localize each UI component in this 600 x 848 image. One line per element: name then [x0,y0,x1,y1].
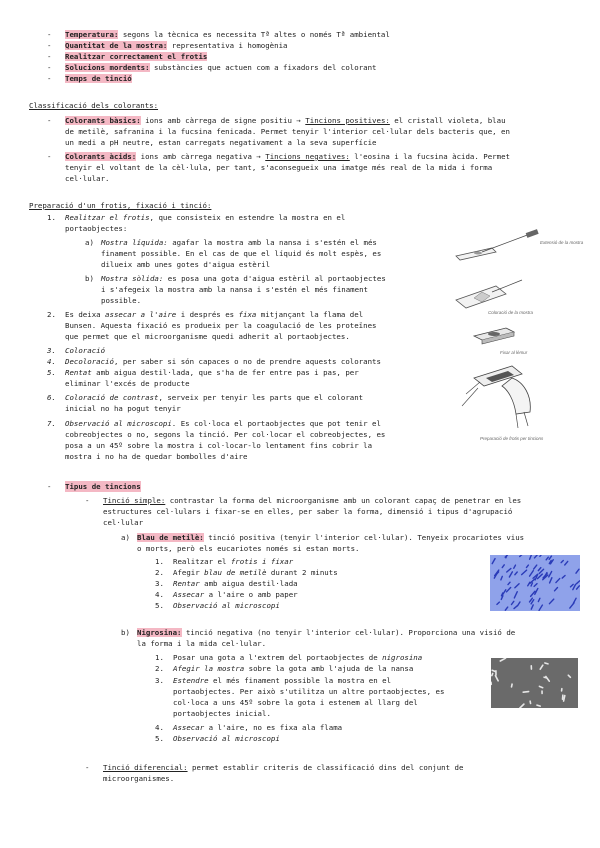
methylene-blue-micrograph [490,555,580,611]
bullet-dash: - [85,763,90,772]
unstained-cell [511,684,512,687]
paragraph-line: Mostra líquida: agafar la mostra amb la nansa i s'estén el més [101,238,377,247]
list-letter: a) [85,238,94,247]
list-item: Afegir la mostra sobre la gota amb l'ajuda de la nansa [173,664,414,673]
list-item: Rentar amb aigua destil·lada [173,579,298,588]
paragraph-line: Es deixa assecar a l'aire i després es fixa mitjançant la flama del [65,310,364,319]
bullet-dash: - [47,41,52,50]
bullet-dash: - [47,30,52,39]
paragraph-line: possible. [101,296,142,305]
list-item: Observació al microscopi [173,601,280,610]
figure-caption: Extensió de la mostra [540,240,584,245]
list-number: 4. [155,723,164,732]
paragraph-line: Blau de metilè: tinció positiva (tenyir l'interior cel·lular). Tenyeix procariotes vius [137,533,525,542]
slide-flame-figure [474,328,514,344]
list-item: Realitzar el frotis i fixar [173,557,294,566]
figure-caption: Fixar al lèmur [500,350,528,355]
list-item: Posar una gota a l'extrem del portaobjectes de nigrosina [173,653,423,662]
list-item: Realitzar correctament el frotis [65,52,208,61]
list-number: 2. [155,664,164,673]
paragraph-line: estructures cel·lulars i fixar-se en elles, per saber la forma, dimensió i tipus d'agrupació [103,507,513,516]
slide-with-loop-figure [456,229,539,260]
paragraph-line: Observació al microscopi. Es col·loca el portaobjectes que pot tenir el [65,419,381,428]
paragraph-line: un medi a pH neutre, estan carregats negativament a la seva superfície [65,138,377,147]
paragraph-line: Bunsen. Aquesta fixació es produeix per la coagulació de les proteïnes [65,321,377,330]
list-number: 1. [155,653,164,662]
figure-caption: Coloració de la mostra [488,310,534,315]
unstained-cell [523,692,528,693]
list-item: Assecar a l'aire o amb paper [173,590,298,599]
section-heading: Preparació d'un frotis, fixació i tinció: [29,201,212,210]
list-letter: b) [85,274,94,283]
section-heading: Tipus de tincions [65,482,141,491]
list-item: Quantitat de la mostra: representativa i homogènia [65,41,288,50]
bullet-dash: - [47,482,52,491]
hand-slide-figure [462,366,530,428]
paragraph-line: Tinció diferencial: permet establir criteris de classificació dins del conjunt de [103,763,464,772]
paragraph-line: Decoloració, per saber si són capaces o no de prendre aquests colorants [65,357,381,366]
list-number: 4. [155,590,164,599]
list-item: Solucions mordents: substàncies que actuen com a fixadors del colorant [65,63,377,72]
list-number: 2. [47,310,56,319]
paragraph-line: portaobjectes: [65,224,128,233]
list-number: 4. [47,357,56,366]
bullet-dash: - [47,63,52,72]
paragraph-line: de metilè, safranina i la fucsina fenicada. Permet tenyir l'interior cel·lular dels bacteris que, en [65,127,510,136]
list-number: 5. [47,368,56,377]
list-number: 2. [155,568,164,577]
paragraph-line: Realitzar el frotis, que consisteix en estendre la mostra en el [65,213,346,222]
list-number: 1. [155,557,164,566]
paragraph-line: microorganismes. [103,774,175,783]
paragraph-line: dilueix amb unes gotes d'aigua estèril [101,260,271,269]
paragraph-line: tenyir el voltant de la cèl·lula, per tant, s'aconsegueix una imatge més real de la mida i forma [65,163,493,172]
bullet-dash: - [47,116,52,125]
list-number: 1. [47,213,56,222]
list-letter: a) [121,533,130,542]
paragraph-line: o morts, però els eucariotes només si estan morts. [137,544,360,553]
list-item: Assecar a l'aire, no es fixa ala flama [173,723,343,732]
paragraph-line: portaobjectes inicial. [173,709,271,718]
unstained-cell [492,673,493,675]
list-number: 7. [47,419,56,428]
paragraph-line: que permet que el microorganisme quedi adherit al portaobjectes. [65,332,350,341]
list-item: Observació al microscopi [173,734,280,743]
list-number: 3. [155,676,164,685]
paragraph-line: col·loca a uns 45º sobre la gota i estenem al llarg del [173,698,418,707]
paragraph-line: posa a un 45º sobre la mostra i col·locar-lo lentament fins cobrir la [65,441,373,450]
bullet-dash: - [47,52,52,61]
list-number: 5. [155,601,164,610]
paragraph-line: eliminar l'excés de producte [65,379,190,388]
list-item: Estendre el més finament possible la mostra en el [173,676,392,685]
unstained-cell [545,663,548,664]
paragraph-line: cobreobjectes o no, segons la tinció. Per col·locar el cobreobjectes, es [65,430,386,439]
paragraph-line: mostra i no ha de quedar bombolles d'aire [65,452,248,461]
bullet-dash: - [47,152,52,161]
list-number: 3. [155,579,164,588]
unstained-cell [537,705,540,706]
paragraph-line: cel·lular. [65,174,110,183]
nigrosin-micrograph [491,658,578,708]
paragraph-line: portaobjectes. Per això s'utilitza un altre portaobjectes, es [173,687,445,696]
paragraph-line: Coloració de contrast, serveix per tenyir les parts que el colorant [65,393,364,402]
bullet-dash: - [85,496,90,505]
paragraph-line: Nigrosina: tinció negativa (no tenyir l'interior cel·lular). Proporciona una visió de [137,628,516,637]
slide-smear-figure [456,280,522,308]
paragraph-line: la forma i la mida cel·lular. [137,639,267,648]
paragraph-line: inicial no ha pogut tenyir [65,404,181,413]
paragraph-line: finament possible. En el cas de que el líquid és molt espès, es [101,249,382,258]
list-item: Afegir blau de metilè durant 2 minuts [173,568,338,577]
list-letter: b) [121,628,130,637]
paragraph-line: Coloració [65,346,106,355]
paragraph-line: Colorants bàsics: ions amb càrrega de signe positiu → Tincions positives: el cristall violeta, blau [65,116,506,125]
list-number: 6. [47,393,56,402]
paragraph-line: i s'afegeix la mostra amb la nansa i s'estén el més finament [101,285,368,294]
list-item: Temps de tinció [65,74,132,83]
list-item: Temperatura: segons la tècnica es necessita Tª altes o només Tª ambiental [65,30,390,39]
paragraph-line: Mostra sòlida: es posa una gota d'aigua estèril al portaobjectes [101,274,386,283]
section-heading: Classificació dels colorants: [29,101,159,110]
figure-caption: Preparació de frotis per tincions [480,436,544,441]
list-number: 3. [47,346,56,355]
paragraph-line: cel·lular [103,518,144,527]
paragraph-line: Colorants àcids: ions amb càrrega negativa → Tincions negatives: l'eosina i la fucsina àcida. Permet [65,152,510,161]
list-number: 5. [155,734,164,743]
bullet-dash: - [47,74,52,83]
paragraph-line: Tinció simple: contrastar la forma del microorganisme amb un colorant capaç de penetrar en les [103,496,522,505]
paragraph-line: Rentat amb aigua destil·lada, que s'ha de fer entre pas i pas, per [65,368,359,377]
frotis-procedure-illustration [452,228,572,438]
